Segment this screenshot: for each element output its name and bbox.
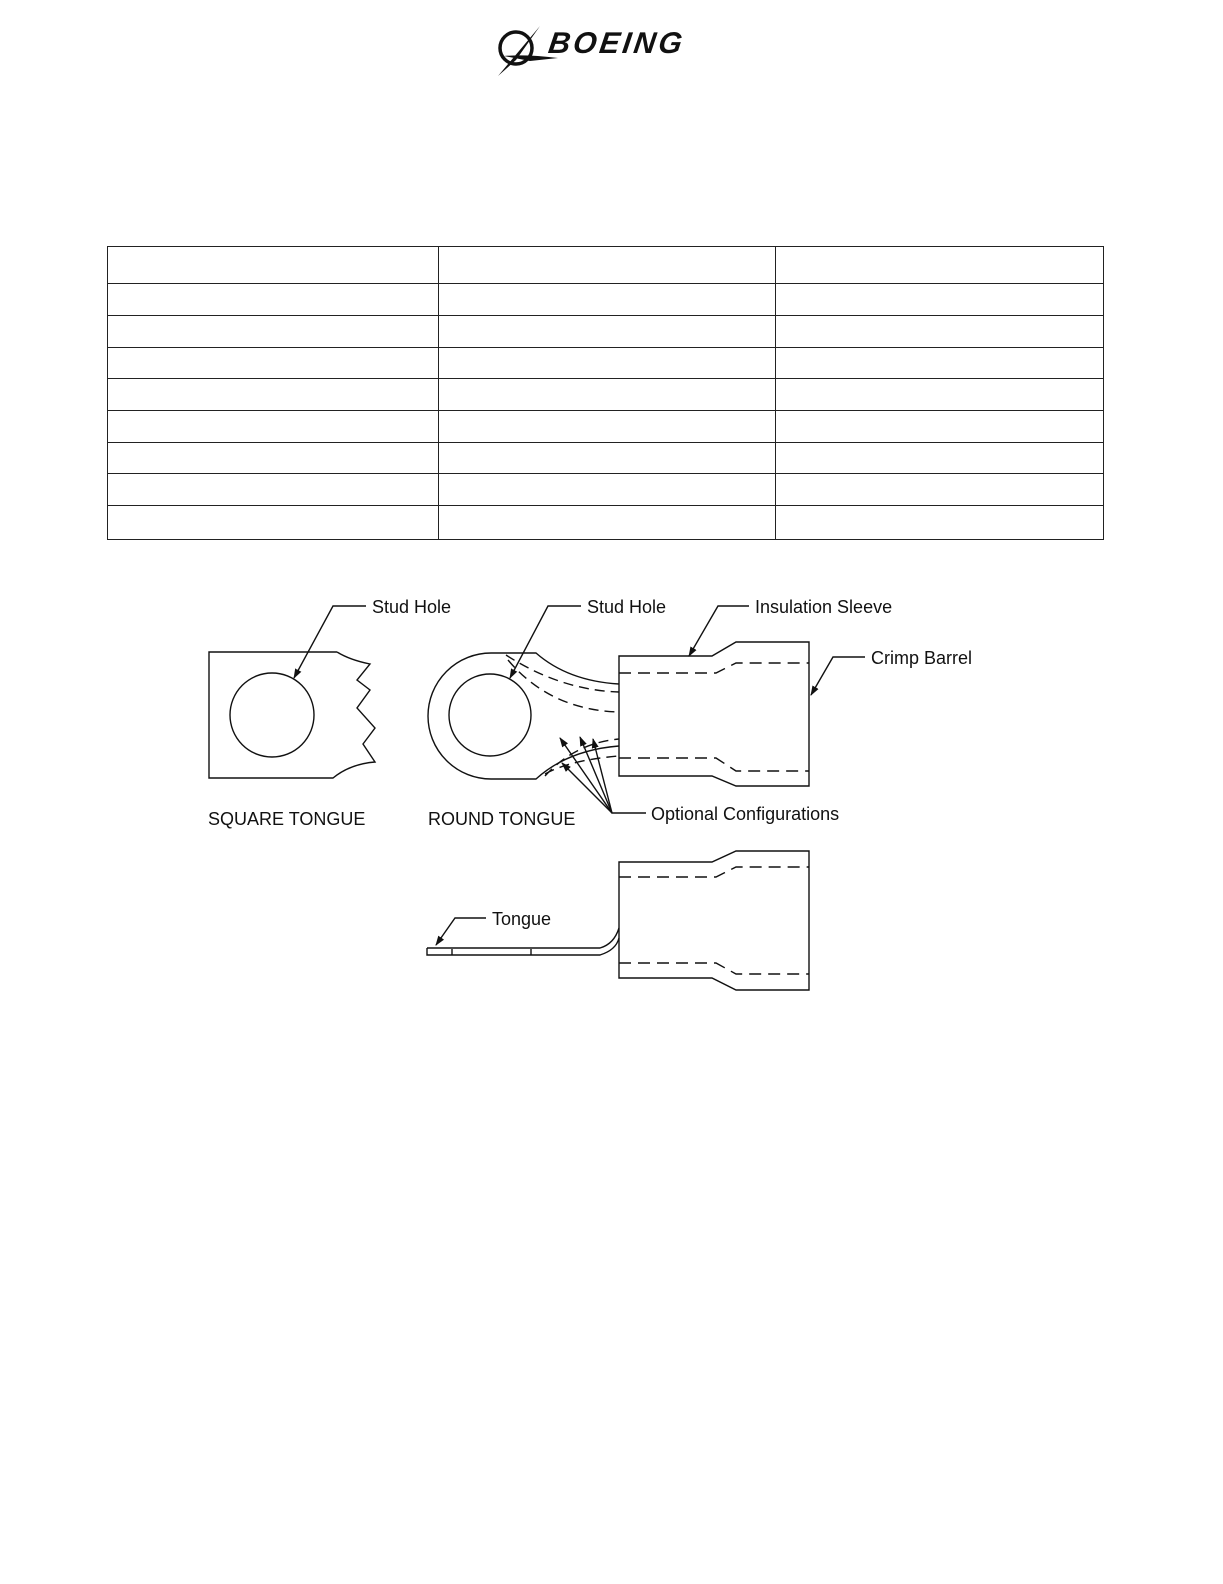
square-tongue-stud-hole bbox=[230, 673, 314, 757]
round-tongue-label: ROUND TONGUE bbox=[428, 809, 576, 829]
leader-insulation-sleeve bbox=[689, 606, 749, 656]
leader-stud-hole-square bbox=[294, 606, 366, 678]
insulation-sleeve-label: Insulation Sleeve bbox=[755, 597, 893, 617]
side-view-tongue bbox=[427, 928, 619, 955]
svg-text:BOEING: BOEING bbox=[546, 27, 688, 60]
leader-stud-hole-round bbox=[510, 606, 581, 678]
stud-hole-label: Stud Hole bbox=[372, 597, 452, 617]
square-tongue-label: SQUARE TONGUE bbox=[208, 809, 366, 829]
square-tongue-outline bbox=[209, 652, 375, 778]
optional-configurations-label: Optional Configurations bbox=[651, 804, 840, 824]
stud-hole-label: Stud Hole bbox=[587, 597, 667, 617]
side-view-barrel bbox=[619, 851, 809, 990]
round-tongue-stud-hole bbox=[449, 674, 531, 756]
crimp-barrel-label: Crimp Barrel bbox=[871, 648, 973, 668]
leader-crimp-barrel bbox=[811, 657, 865, 695]
tongue-label: Tongue bbox=[492, 909, 552, 929]
leader-tongue bbox=[436, 918, 486, 945]
